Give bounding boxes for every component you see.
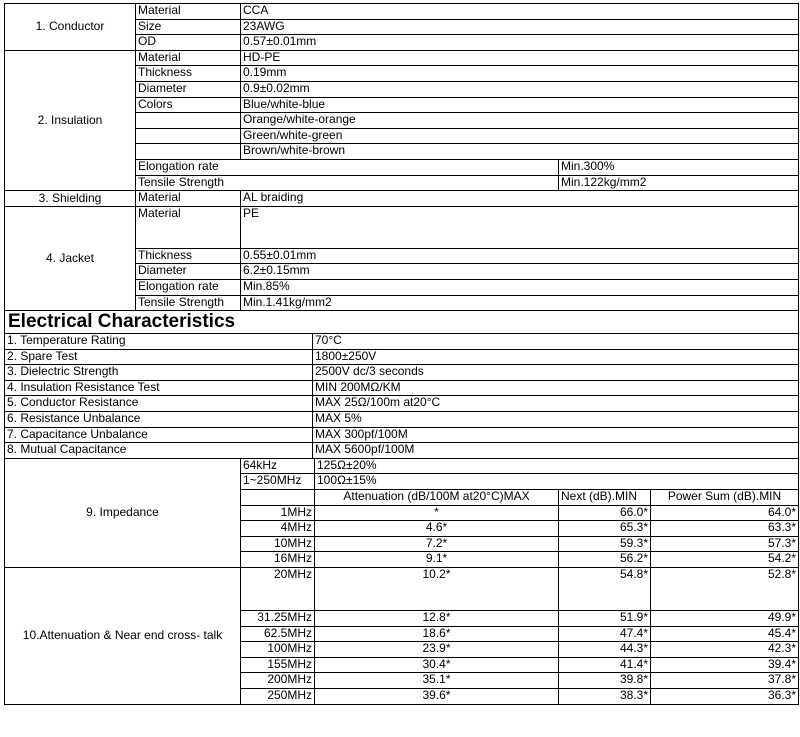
frequency-cell: 200MHz [241, 673, 315, 689]
electrical-value: MAX 5% [313, 412, 799, 428]
attenuation-cell: 35.1* [315, 673, 559, 689]
jacket-material-label: Material [136, 206, 241, 248]
empty-cell [136, 144, 241, 160]
insulation-color-value: Blue/white-blue [241, 97, 799, 113]
insulation-tensile-label: Tensile Strength [136, 175, 559, 191]
shielding-row [5, 191, 799, 207]
electrical-label: 3. Dielectric Strength [5, 365, 313, 381]
electrical-label: 2. Spare Test [5, 349, 313, 365]
power-sum-cell: 49.9* [651, 611, 799, 627]
electrical-row [5, 349, 799, 365]
jacket-row [5, 206, 799, 248]
empty-cell [136, 128, 241, 144]
electrical-row [5, 334, 799, 350]
attenuation-cell: 30.4* [315, 657, 559, 673]
impedance-value: 100Ω±15% [315, 474, 799, 490]
attenuation-cell: 9.1* [315, 552, 559, 568]
impedance-freq: 1~250MHz [241, 474, 315, 490]
electrical-value: MIN 200MΩ/KM [313, 380, 799, 396]
attenuation-cell: 7.2* [315, 536, 559, 552]
electrical-label: 4. Insulation Resistance Test [5, 380, 313, 396]
empty-cell [136, 113, 241, 129]
next-cell: 44.3* [559, 642, 651, 658]
frequency-cell: 250MHz [241, 688, 315, 704]
jacket-diameter-value: 6.2±0.15mm [241, 264, 799, 280]
attenuation-cell: 12.8* [315, 611, 559, 627]
attenuation-cell: 39.6* [315, 688, 559, 704]
next-cell: 54.8* [559, 568, 651, 611]
next-cell: 65.3* [559, 521, 651, 537]
electrical-heading: Electrical Characteristics [5, 311, 799, 334]
conductor-material-label: Material [136, 4, 241, 20]
next-cell: 59.3* [559, 536, 651, 552]
frequency-cell: 62.5MHz [241, 626, 315, 642]
shielding-material-label: Material [136, 191, 241, 207]
electrical-label: 8. Mutual Capacitance [5, 443, 313, 459]
electrical-label: 5. Conductor Resistance [5, 396, 313, 412]
next-cell: 41.4* [559, 657, 651, 673]
shielding-section-label: 3. Shielding [5, 191, 136, 207]
insulation-tensile-value: Min.122kg/mm2 [559, 175, 799, 191]
table-row [5, 568, 799, 611]
frequency-cell: 4MHz [241, 521, 315, 537]
transmission-table [4, 458, 799, 705]
electrical-heading-row [5, 311, 799, 334]
power-sum-column-header: Power Sum (dB).MIN [651, 490, 799, 506]
attenuation-cell: * [315, 505, 559, 521]
electrical-value: MAX 300pf/100M [313, 427, 799, 443]
insulation-color-value: Green/white-green [241, 128, 799, 144]
electrical-value: MAX 25Ω/100m at20°C [313, 396, 799, 412]
electrical-row [5, 365, 799, 381]
frequency-cell: 100MHz [241, 642, 315, 658]
attenuation-cell: 18.6* [315, 626, 559, 642]
electrical-label: 1. Temperature Rating [5, 334, 313, 350]
next-cell: 47.4* [559, 626, 651, 642]
power-sum-cell: 39.4* [651, 657, 799, 673]
impedance-value: 125Ω±20% [315, 458, 799, 474]
conductor-size-value: 23AWG [241, 19, 799, 35]
attenuation-cell: 4.6* [315, 521, 559, 537]
attenuation-column-header: Attenuation (dB/100M at20°C)MAX [315, 490, 559, 506]
insulation-row [5, 50, 799, 66]
electrical-row [5, 443, 799, 459]
attenuation-section-label: 10.Attenuation & Near end cross- talk [5, 568, 241, 705]
conductor-od-value: 0.57±0.01mm [241, 35, 799, 51]
next-cell: 38.3* [559, 688, 651, 704]
frequency-cell: 16MHz [241, 552, 315, 568]
jacket-elongation-value: Min.85% [241, 279, 799, 295]
electrical-row [5, 396, 799, 412]
next-cell: 51.9* [559, 611, 651, 627]
electrical-label: 6. Resistance Unbalance [5, 412, 313, 428]
power-sum-cell: 42.3* [651, 642, 799, 658]
frequency-cell: 20MHz [241, 568, 315, 611]
electrical-value: MAX 5600pf/100M [313, 443, 799, 459]
power-sum-cell: 57.3* [651, 536, 799, 552]
shielding-material-value: AL braiding [241, 191, 799, 207]
next-cell: 39.8* [559, 673, 651, 689]
power-sum-cell: 54.2* [651, 552, 799, 568]
electrical-table [4, 310, 799, 459]
insulation-thickness-label: Thickness [136, 66, 241, 82]
insulation-color-value: Orange/white-orange [241, 113, 799, 129]
electrical-row [5, 427, 799, 443]
next-cell: 56.2* [559, 552, 651, 568]
conductor-size-label: Size [136, 19, 241, 35]
jacket-section-label: 4. Jacket [5, 206, 136, 310]
frequency-cell: 1MHz [241, 505, 315, 521]
electrical-row [5, 412, 799, 428]
power-sum-cell: 36.3* [651, 688, 799, 704]
insulation-elongation-label: Elongation rate [136, 159, 559, 175]
attenuation-cell: 23.9* [315, 642, 559, 658]
impedance-freq: 64kHz [241, 458, 315, 474]
power-sum-cell: 52.8* [651, 568, 799, 611]
frequency-cell: 155MHz [241, 657, 315, 673]
power-sum-cell: 45.4* [651, 626, 799, 642]
empty-cell [241, 490, 315, 506]
conductor-section-label: 1. Conductor [5, 4, 136, 51]
jacket-diameter-label: Diameter [136, 264, 241, 280]
insulation-diameter-label: Diameter [136, 81, 241, 97]
electrical-label: 7. Capacitance Unbalance [5, 427, 313, 443]
electrical-value: 1800±250V [313, 349, 799, 365]
insulation-material-label: Material [136, 50, 241, 66]
frequency-cell: 31.25MHz [241, 611, 315, 627]
frequency-cell: 10MHz [241, 536, 315, 552]
jacket-elongation-label: Elongation rate [136, 279, 241, 295]
jacket-thickness-value: 0.55±0.01mm [241, 248, 799, 264]
conductor-od-label: OD [136, 35, 241, 51]
insulation-color-value: Brown/white-brown [241, 144, 799, 160]
jacket-tensile-value: Min.1.41kg/mm2 [241, 295, 799, 311]
next-cell: 66.0* [559, 505, 651, 521]
insulation-section-label: 2. Insulation [5, 50, 136, 190]
impedance-row [5, 458, 799, 474]
spec-sheet [4, 3, 798, 705]
insulation-elongation-value: Min.300% [559, 159, 799, 175]
conductor-row [5, 4, 799, 20]
jacket-tensile-label: Tensile Strength [136, 295, 241, 311]
electrical-value: 70°C [313, 334, 799, 350]
next-column-header: Next (dB).MIN [559, 490, 651, 506]
impedance-section-label: 9. Impedance [5, 458, 241, 567]
conductor-material-value: CCA [241, 4, 799, 20]
power-sum-cell: 37.8* [651, 673, 799, 689]
jacket-material-value: PE [241, 206, 799, 248]
power-sum-cell: 64.0* [651, 505, 799, 521]
insulation-thickness-value: 0.19mm [241, 66, 799, 82]
construction-table [4, 3, 799, 311]
insulation-diameter-value: 0.9±0.02mm [241, 81, 799, 97]
insulation-material-value: HD-PE [241, 50, 799, 66]
insulation-colors-label: Colors [136, 97, 241, 113]
electrical-row [5, 380, 799, 396]
jacket-thickness-label: Thickness [136, 248, 241, 264]
power-sum-cell: 63.3* [651, 521, 799, 537]
electrical-value: 2500V dc/3 seconds [313, 365, 799, 381]
attenuation-cell: 10.2* [315, 568, 559, 611]
